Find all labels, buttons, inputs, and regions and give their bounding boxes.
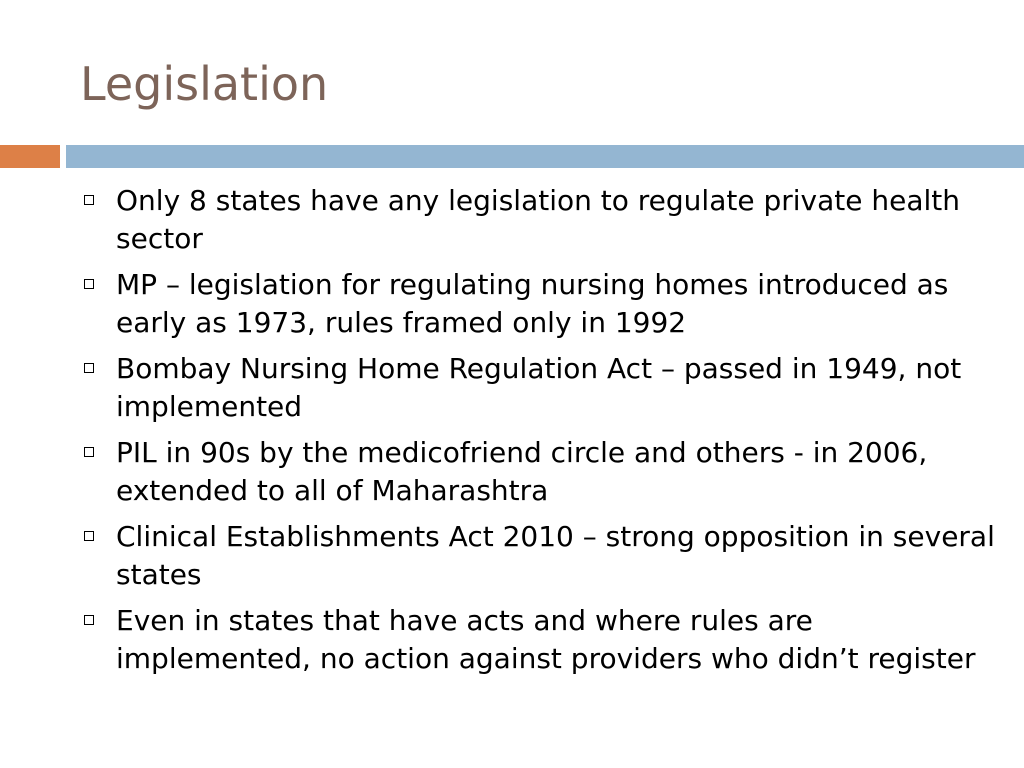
slide-title: Legislation [80, 57, 329, 111]
bullet-text: MP – legislation for regulating nursing homes introduced as early as 1973, rules framed only in 1992 [116, 268, 949, 339]
square-bullet-icon [84, 363, 94, 373]
bullet-text: Only 8 states have any legislation to regulate private health sector [116, 184, 960, 255]
bullet-item [80, 602, 1010, 678]
square-bullet-icon [84, 615, 94, 625]
square-bullet-icon [84, 195, 94, 205]
bullet-item [80, 434, 1010, 510]
bullet-text: Clinical Establishments Act 2010 – strong opposition in several states [116, 520, 995, 591]
bullet-text: Bombay Nursing Home Regulation Act – passed in 1949, not implemented [116, 352, 962, 423]
bullet-item [80, 350, 1010, 426]
title-divider-bar [66, 145, 1024, 168]
bullet-list [80, 182, 1010, 686]
accent-bar [0, 145, 60, 168]
bullet-text: Even in states that have acts and where rules are implemented, no action against providers who didn’t register [116, 604, 976, 675]
bullet-item [80, 182, 1010, 258]
bullet-item [80, 518, 1010, 594]
square-bullet-icon [84, 279, 94, 289]
square-bullet-icon [84, 531, 94, 541]
bullet-item [80, 266, 1010, 342]
square-bullet-icon [84, 447, 94, 457]
bullet-text: PIL in 90s by the medicofriend circle and others - in 2006, extended to all of Maharashtra [116, 436, 928, 507]
